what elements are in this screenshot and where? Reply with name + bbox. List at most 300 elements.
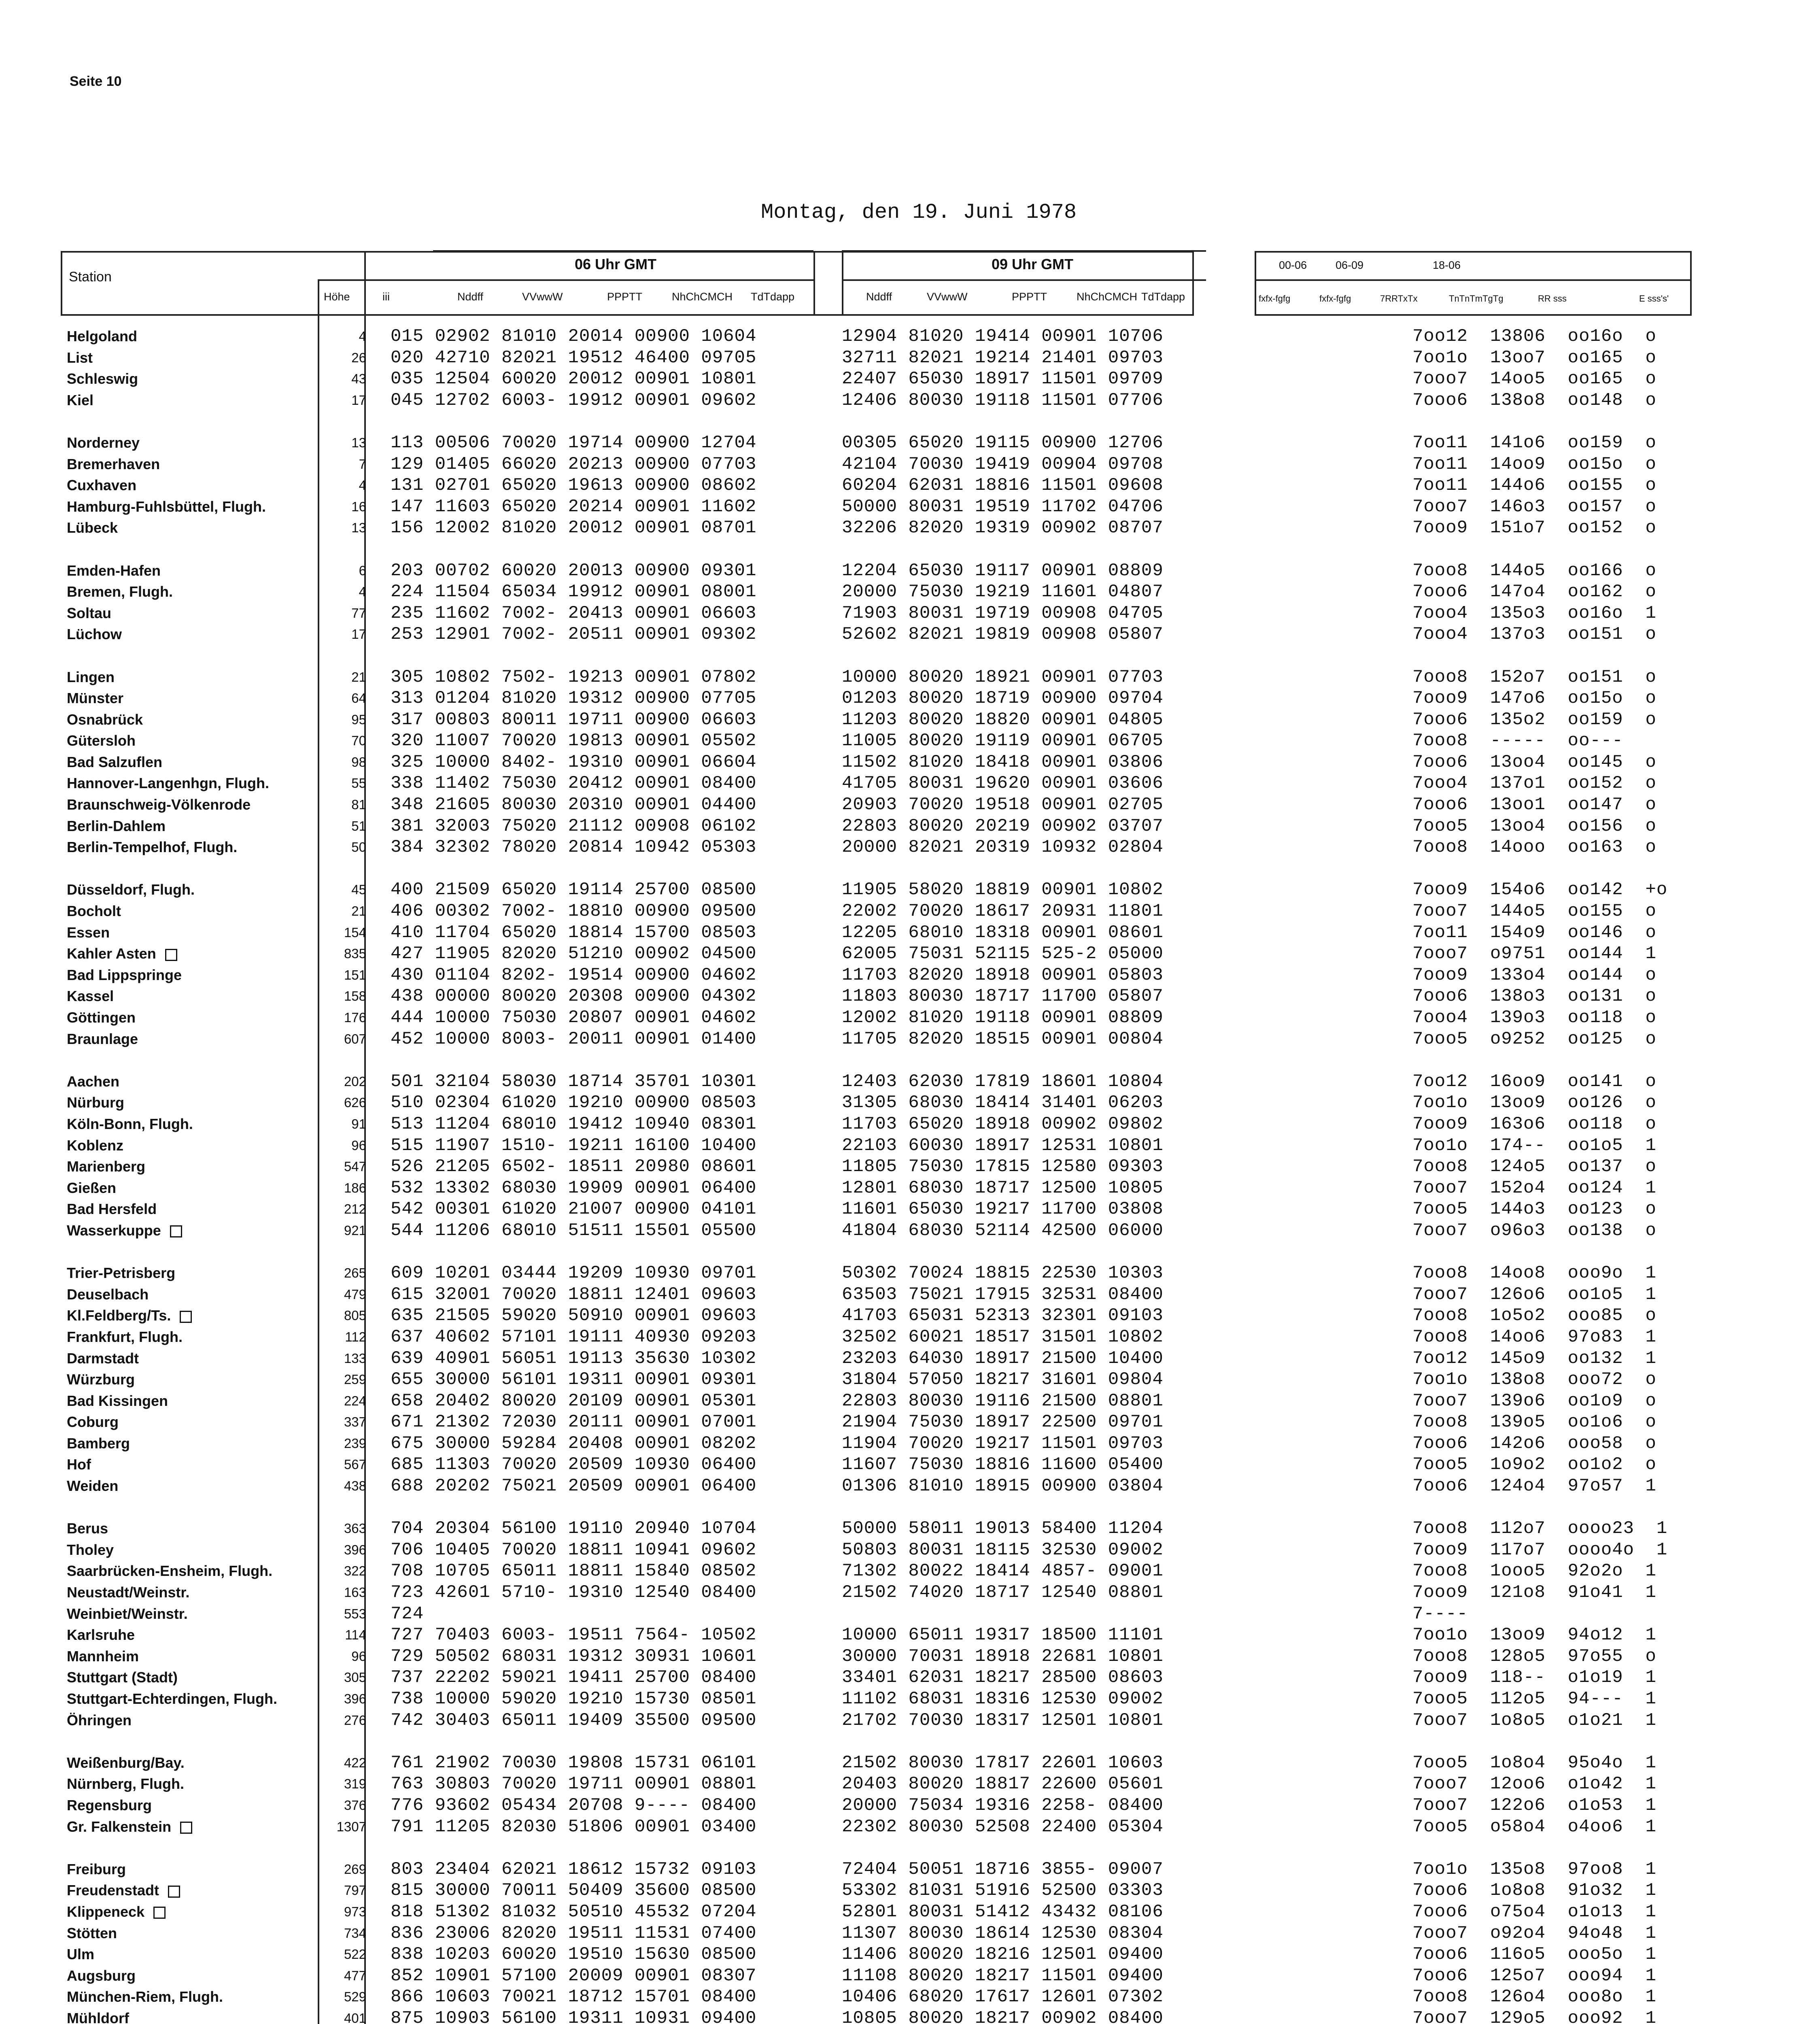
- extra-values: 7ooo8 128o5 97o55 o: [1412, 1646, 1656, 1667]
- station-name: Bad Salzuflen: [67, 753, 163, 770]
- obs-06-values: 015 02902 81010 20014 00900 10604: [391, 326, 757, 347]
- station-name: Saarbrücken-Ensheim, Flugh.: [67, 1563, 273, 1580]
- station-name: Lübeck: [67, 519, 118, 536]
- station-name-row: [67, 1518, 318, 1539]
- header-06-pppt: PPPTT: [607, 291, 643, 303]
- station-height: 13: [351, 520, 366, 536]
- obs-09-values: 00305 65020 19115 00900 12706: [842, 432, 1164, 453]
- group-spacer: [67, 1731, 318, 1752]
- obs-06-values: 729 50502 68031 19312 30931 10601: [391, 1646, 757, 1667]
- obs-09-values: 52801 80031 51412 43432 08106: [842, 1901, 1164, 1922]
- station-name-row: [67, 1327, 318, 1348]
- station-name: Gr. Falkenstein: [67, 1818, 172, 1835]
- station-height: 114: [345, 1627, 366, 1643]
- extra-values: 7ooo5 1o8o4 95o4o 1: [1412, 1752, 1656, 1773]
- obs-06-values: 706 10405 70020 18811 10941 09602: [391, 1539, 757, 1560]
- station-name-row: [67, 667, 318, 688]
- vline-06-end: [813, 251, 815, 316]
- extra-values: 7oo12 16oo9 oo141 o: [1412, 1071, 1656, 1092]
- obs-09-values: 33401 62031 18217 28500 08603: [842, 1667, 1164, 1688]
- station-height: 224: [344, 1393, 366, 1408]
- extras-column: [1412, 326, 1701, 2024]
- group-spacer: [67, 1050, 318, 1071]
- extra-values: 7ooo7 122o6 o1o53 1: [1412, 1795, 1656, 1816]
- station-name: Coburg: [67, 1414, 119, 1431]
- group-spacer: [318, 645, 366, 667]
- obs-06-values: 727 70403 6003- 19511 7564- 10502: [391, 1625, 757, 1646]
- station-name-row: [67, 730, 318, 752]
- obs-09-values: 42104 70030 19419 00904 09708: [842, 454, 1164, 474]
- station-name-row: [67, 454, 318, 475]
- extra-values: 7ooo4 139o3 oo118 o: [1412, 1008, 1656, 1028]
- station-name: Ulm: [67, 1946, 95, 1963]
- obs-09-values: 71302 80022 18414 4857- 09001: [842, 1561, 1164, 1582]
- extra-values: 7oo11 141o6 oo159 o: [1412, 432, 1656, 453]
- station-name-row: [67, 1220, 318, 1242]
- station-height: 91: [351, 1116, 366, 1131]
- header-period-0006: 00-06: [1279, 259, 1307, 271]
- station-height: 158: [344, 989, 366, 1004]
- group-spacer: [67, 1837, 318, 1859]
- station-name-row: [67, 986, 318, 1007]
- station-height: 13: [351, 435, 366, 450]
- group-spacer: [318, 1731, 366, 1752]
- station-name: Lingen: [67, 668, 115, 685]
- station-height: 95: [351, 712, 366, 727]
- station-name-row: [67, 1433, 318, 1454]
- station-height: 479: [344, 1286, 366, 1302]
- extra-values: 7oo12 145o9 oo132 1: [1412, 1348, 1656, 1369]
- group-spacer: [391, 1050, 756, 1071]
- group-spacer: [391, 645, 756, 667]
- extra-values: 7ooo6 13oo1 oo147 o: [1412, 795, 1656, 815]
- station-name-row: [67, 1603, 318, 1625]
- group-spacer: [318, 858, 366, 880]
- station-name-row: [67, 1624, 318, 1646]
- obs-06-values: 515 11907 1510- 19211 16100 10400: [391, 1135, 757, 1156]
- extra-values: 7ooo6 1o8o8 91o32 1: [1412, 1880, 1656, 1901]
- extra-values: 7oo1o 138o8 ooo72 o: [1412, 1369, 1656, 1390]
- station-name: Kahler Asten: [67, 945, 156, 962]
- station-name: Emden-Hafen: [67, 562, 161, 579]
- extra-values: 7ooo9 121o8 91o41 1: [1412, 1582, 1656, 1603]
- group-spacer: [1412, 539, 1701, 560]
- obs-09-values: 52602 82021 19819 00908 05807: [842, 624, 1164, 645]
- extra-values: 7ooo6 138o3 oo131 o: [1412, 986, 1656, 1007]
- obs-09-column: [842, 326, 1164, 2024]
- station-name: Klippeneck: [67, 1903, 145, 1920]
- obs-06-values: 544 11206 68010 51511 15501 05500: [391, 1220, 757, 1241]
- station-height: 16: [351, 499, 366, 514]
- extra-values: 7ooo8 14oo6 97o83 1: [1412, 1327, 1656, 1347]
- station-height: 305: [344, 1670, 366, 1685]
- station-name: Bad Kissingen: [67, 1392, 168, 1409]
- extra-values: 7oo1o 174-- oo1o5 1: [1412, 1135, 1656, 1156]
- obs-09-values: 12406 80030 19118 11501 07706: [842, 390, 1164, 410]
- obs-06-values: 147 11603 65020 20214 00901 11602: [391, 496, 757, 517]
- station-height: 973: [344, 1904, 366, 1919]
- station-height: 55: [351, 776, 366, 791]
- station-name: Weinbiet/Weinstr.: [67, 1605, 188, 1622]
- extra-values: 7ooo7 129o5 ooo92 1: [1412, 2008, 1656, 2024]
- obs-06-values: 235 11602 7002- 20413 00901 06603: [391, 603, 757, 623]
- obs-09-values: 21502 80030 17817 22601 10603: [842, 1752, 1164, 1773]
- group-spacer: [391, 858, 756, 880]
- obs-06-values: 818 51302 81032 50510 45532 07204: [391, 1901, 757, 1922]
- obs-09-values: 11803 80030 18717 11700 05807: [842, 986, 1164, 1007]
- obs-06-values: 532 13302 68030 19909 00901 06400: [391, 1178, 757, 1198]
- obs-06-values: 452 10000 8003- 20011 00901 01400: [391, 1029, 757, 1049]
- station-name: Schleswig: [67, 370, 138, 387]
- station-height: 376: [344, 1797, 366, 1813]
- obs-06-values: 742 30403 65011 19409 35500 09500: [391, 1710, 757, 1731]
- station-name: Münster: [67, 690, 124, 707]
- extra-values: 7ooo7 14oo5 oo165 o: [1412, 369, 1656, 389]
- extra-values: 7ooo7 12oo6 o1o42 1: [1412, 1774, 1656, 1794]
- station-name: Bocholt: [67, 903, 121, 920]
- station-name-row: [67, 1561, 318, 1582]
- station-height: 51: [351, 818, 366, 833]
- station-name: Frankfurt, Flugh.: [67, 1328, 183, 1345]
- station-name: Nürburg: [67, 1094, 124, 1111]
- station-height: 6: [359, 563, 366, 578]
- group-spacer: [318, 1837, 366, 1859]
- station-name-row: [67, 560, 318, 582]
- station-name-row: [67, 1092, 318, 1114]
- obs-09-values: 20000 75034 19316 2258- 08400: [842, 1795, 1164, 1816]
- obs-06-values: 776 93602 05434 20708 9---- 08400: [391, 1795, 757, 1816]
- extra-values: 7ooo9 117o7 oooo4o 1: [1412, 1539, 1668, 1560]
- extra-values: 7oo11 154o9 oo146 o: [1412, 922, 1656, 943]
- obs-09-values: 01306 81010 18915 00900 03804: [842, 1476, 1164, 1497]
- station-name-row: [67, 1454, 318, 1475]
- station-height: 396: [344, 1542, 366, 1557]
- station-height: 70: [351, 733, 366, 748]
- station-name: Braunschweig-Völkenrode: [67, 796, 251, 813]
- obs-06-values: 045 12702 6003- 19912 00901 09602: [391, 390, 757, 410]
- header-period-0609: 06-09: [1336, 259, 1364, 271]
- extra-values: 7ooo8 112o7 oooo23 1: [1412, 1518, 1668, 1539]
- obs-09-values: 41804 68030 52114 42500 06000: [842, 1220, 1164, 1241]
- obs-06-values: 658 20402 80020 20109 00901 05301: [391, 1390, 757, 1411]
- obs-09-values: 32206 82020 19319 00902 08707: [842, 518, 1164, 538]
- obs-09-values: 11607 75030 18816 11600 05400: [842, 1454, 1164, 1475]
- group-spacer: [842, 411, 1164, 432]
- obs-09-values: 11705 82020 18515 00901 00804: [842, 1029, 1164, 1049]
- station-name: Tholey: [67, 1541, 114, 1558]
- extra-values: 7ooo6 142o6 ooo58 o: [1412, 1433, 1656, 1454]
- extra-values: 7ooo5 o9252 oo125 o: [1412, 1029, 1656, 1049]
- obs-06-values: 325 10000 8402- 19310 00901 06604: [391, 752, 757, 772]
- station-name: Kl.Feldberg/Ts.: [67, 1307, 171, 1324]
- station-name-row: [67, 794, 318, 816]
- station-name: Kiel: [67, 391, 94, 408]
- station-height: 363: [344, 1521, 366, 1536]
- group-spacer: [391, 539, 756, 560]
- station-height: 64: [351, 691, 366, 706]
- obs-06-values: 253 12901 7002- 20511 00901 09302: [391, 624, 757, 645]
- station-height: 77: [351, 605, 366, 621]
- obs-06-values: 427 11905 82020 51210 00902 04500: [391, 944, 757, 964]
- obs-06-values: 438 00000 80020 20308 00900 04302: [391, 986, 757, 1007]
- obs-09-values: 11005 80020 19119 00901 06705: [842, 731, 1164, 751]
- obs-09-values: 60204 62031 18816 11501 09608: [842, 475, 1164, 496]
- obs-06-values: 113 00506 70020 19714 00900 12704: [391, 432, 757, 453]
- obs-09-values: 12904 81020 19414 00901 10706: [842, 326, 1164, 347]
- extra-values: 7ooo6 o75o4 o1o13 1: [1412, 1901, 1656, 1922]
- obs-09-values: 22803 80030 19116 21500 08801: [842, 1390, 1164, 1411]
- station-name-row: [67, 1752, 318, 1774]
- station-height: 133: [344, 1350, 366, 1366]
- station-name-row: [67, 1284, 318, 1305]
- station-name-row: [67, 1923, 318, 1944]
- obs-06-values: 526 21205 6502- 18511 20980 08601: [391, 1157, 757, 1177]
- station-name: Berlin-Dahlem: [67, 817, 166, 834]
- extra-values: 7ooo5 112o5 94--- 1: [1412, 1689, 1656, 1709]
- station-name-row: [67, 1071, 318, 1093]
- obs-09-values: 32711 82021 19214 21401 09703: [842, 347, 1164, 368]
- obs-09-values: 12204 65030 19117 00901 08809: [842, 560, 1164, 581]
- station-height: 522: [344, 1947, 366, 1962]
- obs-06-values: 615 32001 70020 18811 12401 09603: [391, 1284, 757, 1305]
- obs-09-values: 10000 65011 19317 18500 11101: [842, 1625, 1164, 1646]
- station-name: Augsburg: [67, 1967, 136, 1984]
- station-height: 212: [344, 1201, 366, 1217]
- station-name-row: [67, 1667, 318, 1688]
- station-height: 438: [344, 1478, 366, 1494]
- obs-09-values: 11108 80020 18217 11501 09400: [842, 1965, 1164, 1986]
- extra-values: 7ooo4 137o1 oo152 o: [1412, 773, 1656, 794]
- extra-values: 7ooo9 147o6 oo15o o: [1412, 688, 1656, 709]
- extra-values: 7ooo7 139o6 oo1o9 o: [1412, 1390, 1656, 1411]
- station-height: 322: [344, 1563, 366, 1579]
- header-rr: RR sss: [1538, 293, 1567, 304]
- extra-values: 7ooo4 135o3 oo16o 1: [1412, 603, 1656, 623]
- extra-values: 7ooo6 13oo4 oo145 o: [1412, 752, 1656, 772]
- station-name: Berus: [67, 1520, 108, 1537]
- extra-values: 7ooo8 ----- oo---: [1412, 731, 1623, 751]
- obs-06-values: 685 11303 70020 20509 10930 06400: [391, 1454, 757, 1475]
- extra-values: 7ooo6 135o2 oo159 o: [1412, 709, 1656, 730]
- station-name: Freudenstadt: [67, 1882, 159, 1899]
- obs-09-values: 12205 68010 18318 00901 08601: [842, 922, 1164, 943]
- group-spacer: [842, 1731, 1164, 1752]
- extra-values: 7ooo7 o92o4 94o48 1: [1412, 1923, 1656, 1943]
- obs-09-values: 11601 65030 19217 11700 03808: [842, 1199, 1164, 1220]
- obs-09-values: 50000 58011 19013 58400 11204: [842, 1518, 1164, 1539]
- station-name-row: [67, 347, 318, 369]
- obs-06-values: 866 10603 70021 18712 15701 08400: [391, 1987, 757, 2007]
- obs-09-values: 11502 81020 18418 00901 03806: [842, 752, 1164, 772]
- station-height: 805: [344, 1308, 366, 1323]
- obs-09-values: 10000 80020 18921 00901 07703: [842, 667, 1164, 687]
- extra-values: 7ooo8 1o5o2 ooo85 o: [1412, 1305, 1656, 1326]
- station-name-row: [67, 2008, 318, 2024]
- obs-09-values: 41705 80031 19620 00901 03606: [842, 773, 1164, 794]
- station-name-row: [67, 1178, 318, 1199]
- header-period-1806: 18-06: [1433, 259, 1461, 271]
- station-name: Hamburg-Fuhlsbüttel, Flugh.: [67, 498, 266, 515]
- obs-09-values: 20000 75030 19219 11601 04807: [842, 582, 1164, 602]
- station-name: Neustadt/Weinstr.: [67, 1584, 190, 1601]
- station-height: 98: [351, 754, 366, 770]
- station-height: 553: [344, 1606, 366, 1621]
- group-spacer: [1412, 858, 1701, 880]
- station-height: 96: [351, 1648, 366, 1664]
- obs-09-values: 11203 80020 18820 00901 04805: [842, 709, 1164, 730]
- group-spacer: [67, 645, 318, 667]
- header-ff-0006: fxfx-fgfg: [1259, 293, 1291, 304]
- station-height: 422: [344, 1755, 366, 1770]
- obs-06-values: 761 21902 70030 19808 15731 06101: [391, 1752, 757, 1773]
- extra-values: 7ooo8 124o5 oo137 o: [1412, 1157, 1656, 1177]
- obs-06-values: 501 32104 58030 18714 35701 10301: [391, 1071, 757, 1092]
- header-09-vvwww: VVwwW: [927, 291, 968, 303]
- obs-09-values: 22803 80020 20219 00902 03707: [842, 816, 1164, 836]
- obs-06-values: 224 11504 65034 19912 00901 08001: [391, 582, 757, 602]
- station-name: München-Riem, Flugh.: [67, 1988, 223, 2005]
- square-icon: [165, 949, 177, 961]
- station-name-row: [67, 1795, 318, 1816]
- station-name-row: [67, 1369, 318, 1390]
- obs-06-values: 305 10802 7502- 19213 00901 07802: [391, 667, 757, 687]
- obs-09-values: 22407 65030 18917 11501 09709: [842, 369, 1164, 389]
- header-06-vvwww: VVwwW: [522, 291, 563, 303]
- station-name: Karlsruhe: [67, 1626, 135, 1643]
- obs-06-values: 381 32003 75020 21112 00908 06102: [391, 816, 757, 836]
- station-name-row: [67, 1688, 318, 1710]
- header-ff-0609: fxfx-fgfg: [1319, 293, 1351, 304]
- station-height: 401: [344, 2010, 366, 2024]
- group-spacer: [391, 1731, 756, 1752]
- station-name: Stötten: [67, 1924, 117, 1941]
- obs-06-values: 639 40901 56051 19113 35630 10302: [391, 1348, 757, 1369]
- station-name-row: [67, 1305, 318, 1327]
- obs-09-values: 32502 60021 18517 31501 10802: [842, 1327, 1164, 1347]
- station-name: Köln-Bonn, Flugh.: [67, 1115, 193, 1132]
- obs-06-values: 430 01104 8202- 19514 00900 04602: [391, 965, 757, 985]
- station-height: 529: [344, 1989, 366, 2005]
- station-name-row: [67, 1156, 318, 1178]
- obs-09-values: 10406 68020 17617 12601 07302: [842, 1987, 1164, 2007]
- station-height: 112: [345, 1329, 366, 1344]
- obs-06-values: 688 20202 75021 20509 00901 06400: [391, 1476, 757, 1497]
- station-name: Trier-Petrisberg: [67, 1265, 176, 1282]
- station-height: 163: [344, 1585, 366, 1600]
- obs-09-values: 22103 60030 18917 12531 10801: [842, 1135, 1164, 1156]
- station-height: 186: [344, 1180, 366, 1195]
- obs-06-values: 131 02701 65020 19613 00900 08602: [391, 475, 757, 496]
- station-name: Essen: [67, 924, 110, 941]
- station-name-row: [67, 1773, 318, 1795]
- group-spacer: [67, 411, 318, 432]
- extra-values: 7oo1o 13oo9 oo126 o: [1412, 1093, 1656, 1113]
- station-name: Norderney: [67, 434, 140, 451]
- station-height: 477: [344, 1968, 366, 1983]
- station-name-row: [67, 1965, 318, 1987]
- station-name: Bremen, Flugh.: [67, 583, 173, 600]
- obs-09-values: 11102 68031 18316 12530 09002: [842, 1689, 1164, 1709]
- station-name-row: [67, 1007, 318, 1029]
- header-line-06: [433, 250, 813, 252]
- header-line-subextras: [1255, 279, 1692, 281]
- obs-06-values: 410 11704 65020 18814 15700 08503: [391, 922, 757, 943]
- station-name: Hannover-Langenhgn, Flugh.: [67, 775, 269, 792]
- station-name: Cuxhaven: [67, 477, 137, 494]
- obs-09-values: 11406 80020 18216 12501 09400: [842, 1944, 1164, 1965]
- station-name-row: [67, 1859, 318, 1880]
- group-spacer: [842, 1837, 1164, 1859]
- station-name-row: [67, 752, 318, 773]
- station-height: 734: [344, 1925, 366, 1941]
- station-height: 45: [351, 882, 366, 897]
- obs-06-values: 838 10203 60020 19510 15630 08500: [391, 1944, 757, 1965]
- group-spacer: [1412, 1050, 1701, 1071]
- station-name-row: [67, 390, 318, 411]
- extra-values: 7ooo9 163o6 oo118 o: [1412, 1114, 1656, 1134]
- station-name: Öhringen: [67, 1711, 132, 1728]
- station-name-row: [67, 1582, 318, 1603]
- station-name-row: [67, 1986, 318, 2008]
- obs-06-values: 675 30000 59284 20408 00901 08202: [391, 1433, 757, 1454]
- station-name: Düsseldorf, Flugh.: [67, 881, 195, 898]
- station-name-row: [67, 1199, 318, 1220]
- header-tn: TnTnTmTgTg: [1449, 293, 1504, 304]
- extra-values: 7ooo8 152o7 oo151 o: [1412, 667, 1656, 687]
- obs-09-values: 62005 75031 52115 525-2 05000: [842, 944, 1164, 964]
- station-name: Deuselbach: [67, 1286, 149, 1303]
- group-spacer: [1412, 1497, 1701, 1518]
- vline-09-start: [842, 251, 843, 316]
- station-name-row: [67, 1263, 318, 1284]
- extra-values: 7ooo7 o96o3 oo138 o: [1412, 1220, 1656, 1241]
- obs-09-values: 11703 65020 18918 00902 09802: [842, 1114, 1164, 1134]
- obs-09-values: 22302 80030 52508 22400 05304: [842, 1816, 1164, 1837]
- group-spacer: [1412, 1837, 1701, 1859]
- station-name-row: [67, 965, 318, 986]
- station-height: 26: [351, 350, 366, 365]
- extra-values: 7oo1o 13oo7 oo165 o: [1412, 347, 1656, 368]
- extra-values: 7ooo5 13oo4 oo156 o: [1412, 816, 1656, 836]
- station-height: 176: [344, 1010, 366, 1025]
- obs-06-values: 313 01204 81020 19312 00900 07705: [391, 688, 757, 709]
- obs-09-values: [842, 1603, 1164, 1625]
- header-09-nddff: Nddff: [866, 291, 892, 303]
- station-name-row: [67, 1539, 318, 1561]
- station-height: 1307: [336, 1819, 366, 1834]
- page-number: Seite 10: [70, 74, 122, 89]
- station-name: Hof: [67, 1456, 91, 1473]
- group-spacer: [318, 1497, 366, 1518]
- obs-06-values: 637 40602 57101 19111 40930 09203: [391, 1327, 757, 1347]
- obs-09-values: 21904 75030 18917 22500 09701: [842, 1412, 1164, 1433]
- group-spacer: [318, 411, 366, 432]
- extra-values: 7ooo4 137o3 oo151 o: [1412, 624, 1656, 645]
- station-height: 547: [344, 1159, 366, 1174]
- station-name: Mühldorf: [67, 2009, 129, 2024]
- station-height: 239: [344, 1435, 366, 1451]
- obs-09-values: 31305 68030 18414 31401 06203: [842, 1093, 1164, 1113]
- station-name: Aachen: [67, 1073, 120, 1090]
- extra-values: 7ooo8 126o4 ooo8o 1: [1412, 1987, 1656, 2007]
- station-name-row: [67, 943, 318, 965]
- group-spacer: [1412, 411, 1701, 432]
- extra-values: 7ooo5 1o9o2 oo1o2 o: [1412, 1454, 1656, 1475]
- extra-values: 7----: [1412, 1603, 1468, 1624]
- station-name-row: [67, 432, 318, 454]
- header-station: Station: [69, 269, 112, 285]
- group-spacer: [842, 1050, 1164, 1071]
